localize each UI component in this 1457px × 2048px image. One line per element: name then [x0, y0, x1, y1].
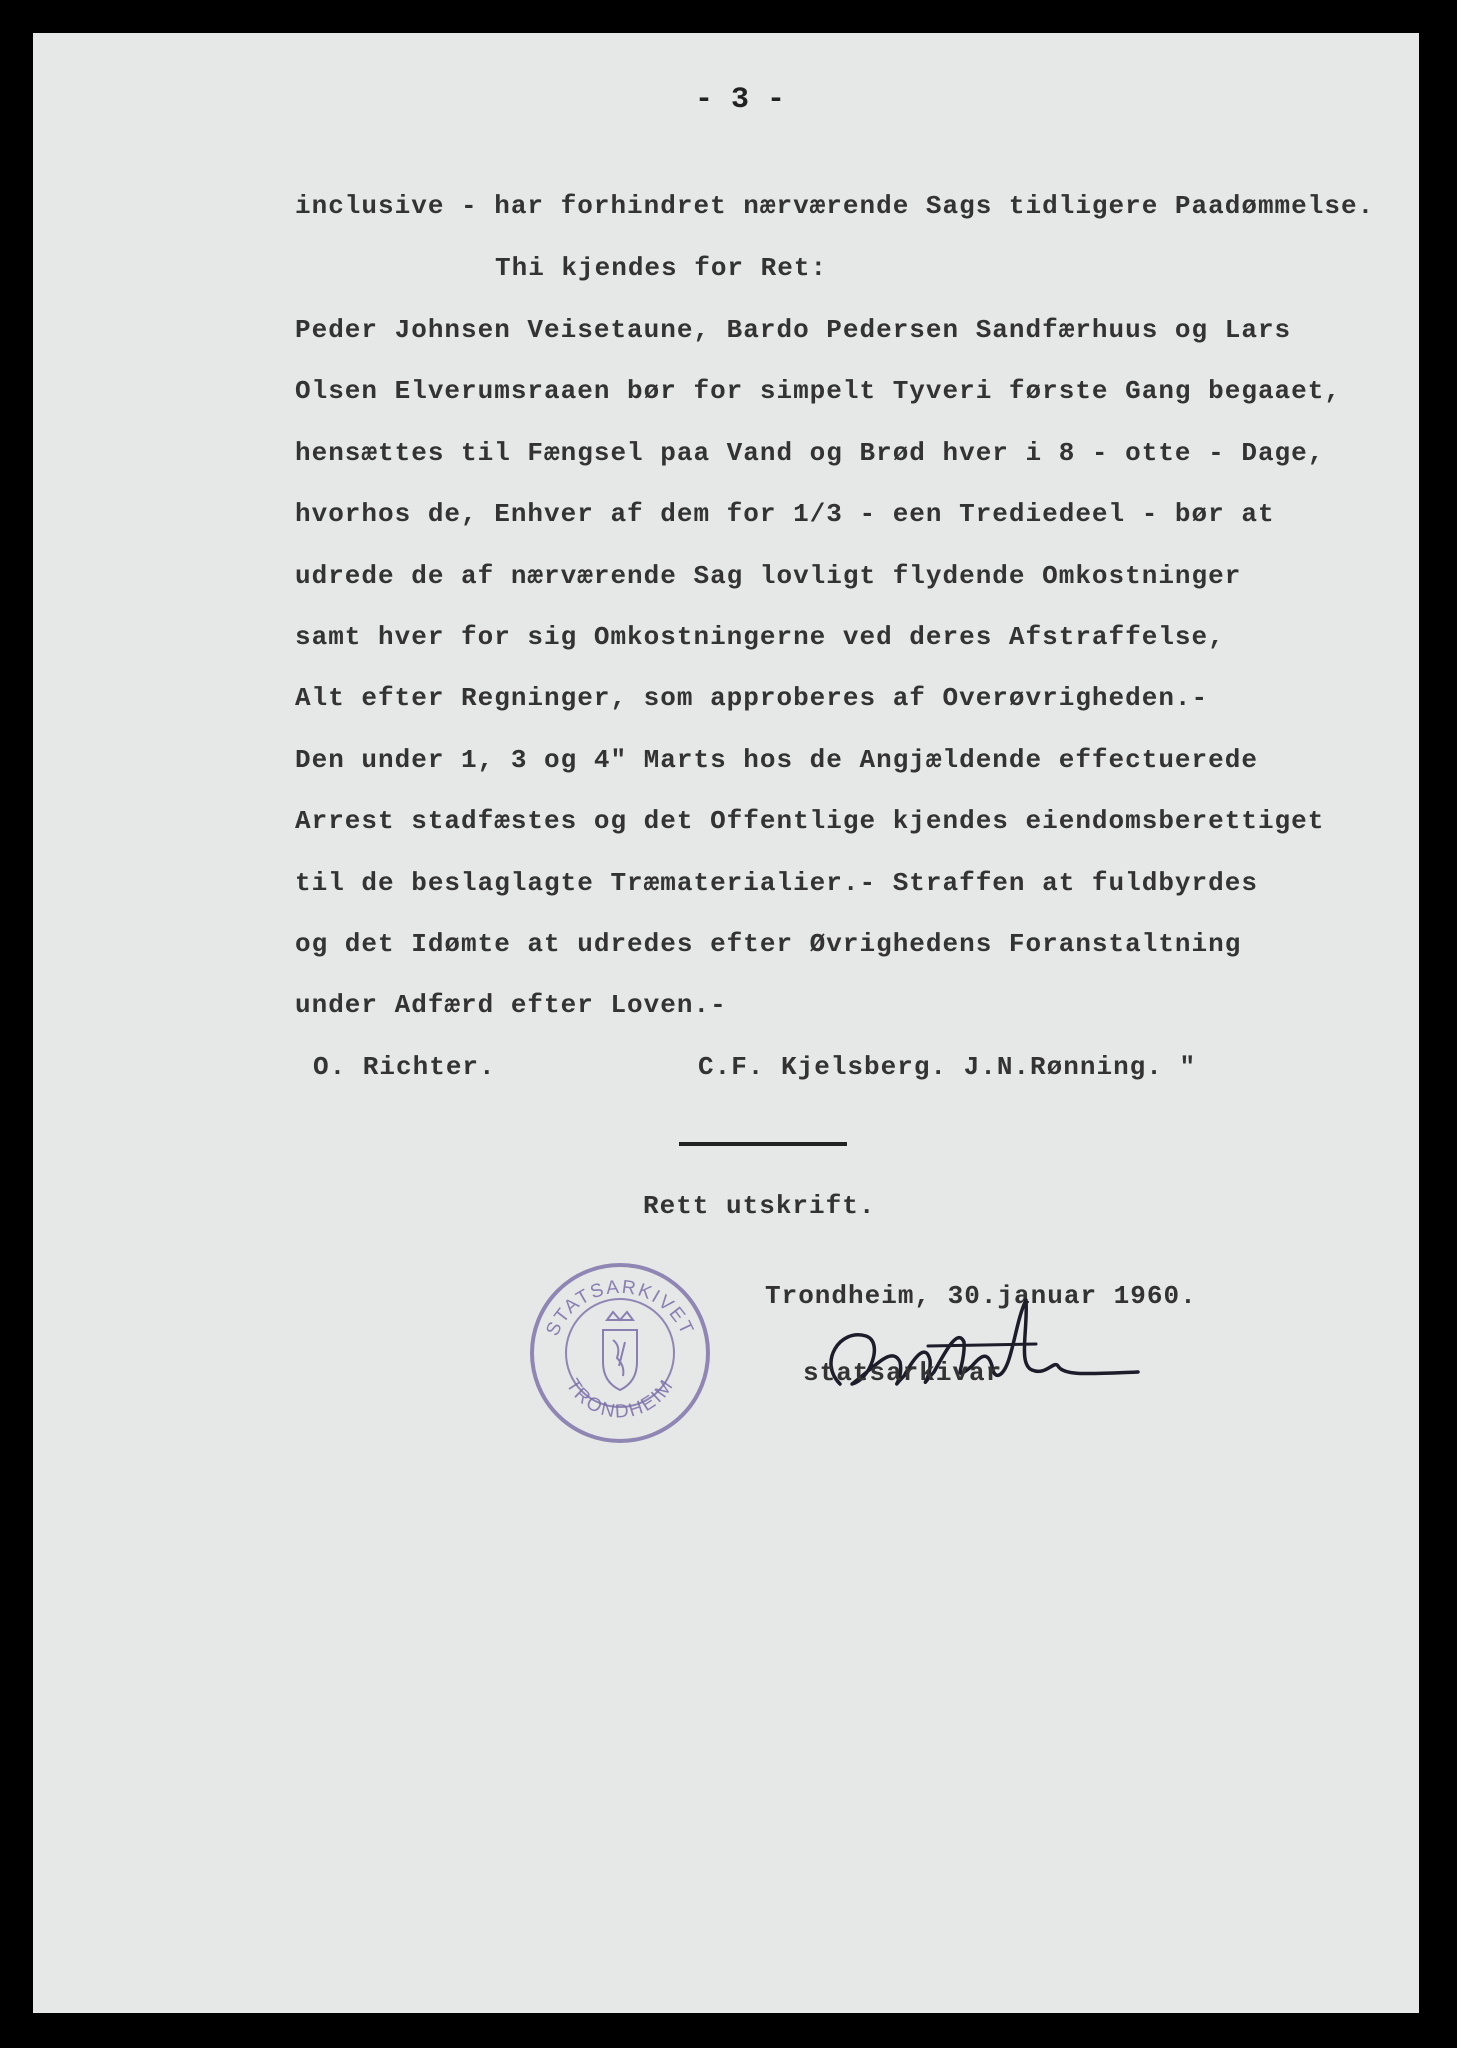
page-number: - 3 - — [695, 83, 786, 117]
body-line-5: hensættes til Fængsel paa Vand og Brød hver i 8 - otte - Dage, — [295, 438, 1325, 468]
stamp-top-text: STATSARKIVET — [542, 1276, 698, 1340]
place-date: Trondheim, 30.januar 1960. — [765, 1281, 1197, 1311]
body-line-8: samt hver for sig Omkostningerne ved deres Afstraffelse, — [295, 622, 1225, 652]
body-line-1: inclusive - har forhindret nærværende Sags tidligere Paadømmelse. — [295, 191, 1375, 221]
stamp-bottom-text: TRONDHEIM — [561, 1375, 679, 1423]
coat-of-arms-icon — [603, 1312, 637, 1390]
body-line-3: Peder Johnsen Veisetaune, Bardo Pedersen Sandfærhuus og Lars — [295, 315, 1292, 345]
document-page — [33, 33, 1419, 2013]
archive-stamp — [525, 1258, 715, 1448]
body-line-7: udrede de af nærværende Sag lovligt flydende Omkostninger — [295, 561, 1242, 591]
handwritten-signature — [808, 1288, 1148, 1418]
body-line-2: Thi kjendes for Ret: — [495, 253, 828, 283]
body-line-4: Olsen Elverumsraaen bør for simpelt Tyveri første Gang begaaet, — [295, 376, 1341, 406]
signature-left: O. Richter. — [313, 1052, 496, 1082]
certification-text: Rett utskrift. — [643, 1191, 876, 1221]
body-line-13: og det Idømte at udredes efter Øvrighedens Foranstaltning — [295, 929, 1242, 959]
body-line-12: til de beslaglagte Træmaterialier.- Straffen at fuldbyrdes — [295, 868, 1258, 898]
signature-right: C.F. Kjelsberg. J.N.Rønning. " — [698, 1052, 1197, 1082]
divider-rule — [679, 1142, 847, 1146]
body-line-10: Den under 1, 3 og 4" Marts hos de Angjældende effectuerede — [295, 745, 1258, 775]
body-line-14: under Adfærd efter Loven.- — [295, 990, 727, 1020]
body-line-6: hvorhos de, Enhver af dem for 1/3 - een Trediedeel - bør at — [295, 499, 1275, 529]
body-line-9: Alt efter Regninger, som approberes af Overøvrigheden.- — [295, 683, 1209, 713]
title-statsarkivar: statsarkivar — [803, 1358, 1003, 1388]
body-line-11: Arrest stadfæstes og det Offentlige kjendes eiendomsberettiget — [295, 806, 1325, 836]
